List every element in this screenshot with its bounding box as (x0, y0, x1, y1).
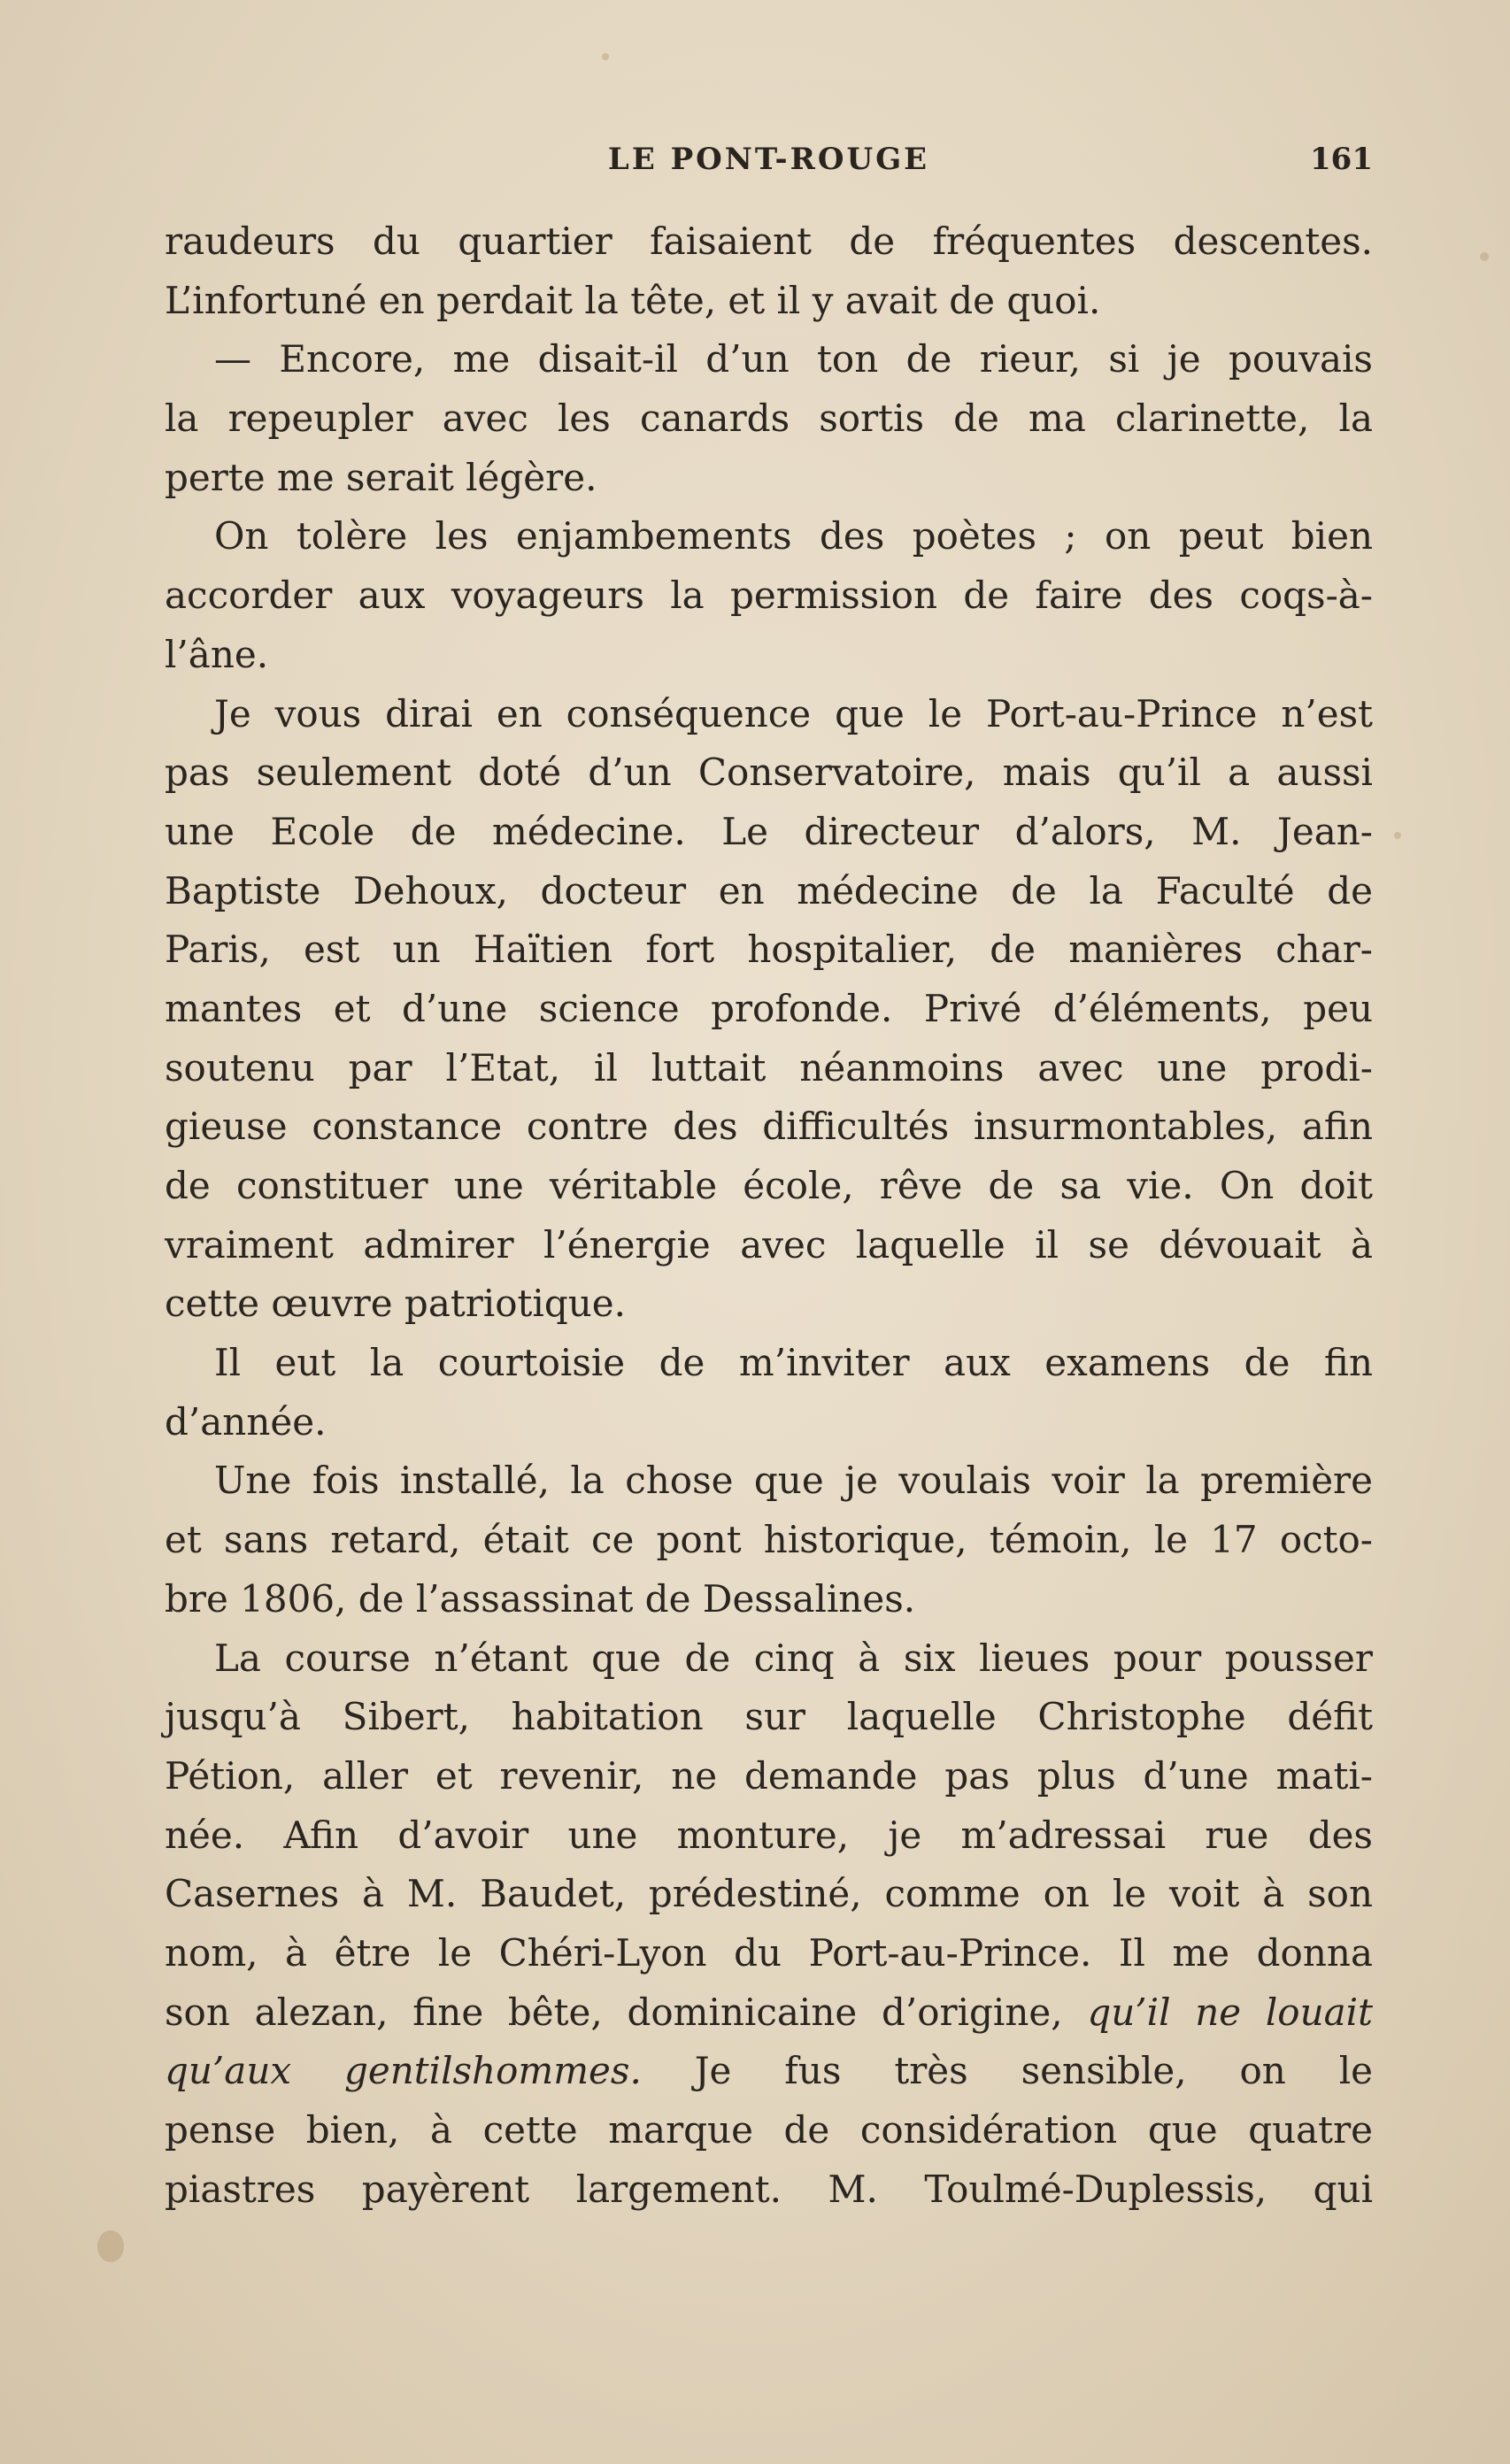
page-number: 161 (1310, 142, 1373, 177)
text-line: cette œuvre patriotique. (165, 1282, 626, 1326)
text-line: la repeupler avec les canards sortis de ma clarinette, la (165, 397, 1373, 441)
text-line: pense bien, à cette marque de considération que quatre (165, 2108, 1373, 2152)
italic-phrase: qu’il ne louait (1087, 1990, 1373, 2034)
text-line: vraiment admirer l’énergie avec laquelle il se dévouait à (165, 1222, 1373, 1267)
text-line: Une fois installé, la chose que je voulais voir la première (214, 1459, 1373, 1503)
foxing-stain (1394, 832, 1401, 839)
text-segment: Je fus très sensible, on le (641, 2049, 1374, 2093)
text-segment: son alezan, fine bête, dominicaine d’origine, (165, 1990, 1063, 2034)
text-line: Baptiste Dehoux, docteur en médecine de la Faculté de (165, 868, 1373, 912)
text-line: mantes et d’une science profonde. Privé d’éléments, peu (165, 986, 1373, 1030)
foxing-stain (602, 53, 609, 60)
text-line: bre 1806, de l’assassinat de Dessalines. (165, 1576, 916, 1621)
text-line-mixed (165, 1983, 1373, 2043)
text-line: nom, à être le Chéri-Lyon du Port-au-Prince. Il me donna (165, 1930, 1373, 1975)
text-line: soutenu par l’Etat, il luttait néanmoins avec une prodi- (165, 1045, 1373, 1090)
text-line: Casernes à M. Baudet, prédestiné, comme on le voit à son (165, 1872, 1373, 1916)
text-line: Il eut la courtoisie de m’inviter aux examens de fin (214, 1341, 1373, 1385)
text-line: l’âne. (165, 632, 269, 676)
text-line: raudeurs du quartier faisaient de fréquentes descentes. (165, 219, 1373, 263)
text-line: On tolère les enjambements des poètes ; on peut bien (214, 514, 1373, 558)
text-line: de constituer une véritable école, rêve de sa vie. On doit (165, 1164, 1373, 1207)
text-line: gieuse constance contre des difficultés insurmontables, afin (165, 1105, 1373, 1149)
body-text (165, 212, 1373, 2219)
foxing-stain (1480, 252, 1489, 261)
italic-phrase: qu’aux gentilshommes. (165, 2049, 642, 2093)
text-line: jusqu’à Sibert, habitation sur laquelle Christophe défit (165, 1695, 1373, 1739)
text-line: une Ecole de médecine. Le directeur d’alors, M. Jean- (165, 809, 1373, 853)
text-line-mixed (165, 2042, 1373, 2101)
text-line: L’infortuné en perdait la tête, et il y avait de quoi. (165, 278, 1101, 322)
running-title: LE PONT-ROUGE (607, 142, 930, 177)
text-line: La course n’étant que de cinq à six lieues pour pousser (214, 1636, 1373, 1680)
text-line: d’année. (165, 1399, 327, 1444)
text-line: perte me serait légère. (165, 455, 597, 499)
foxing-stain (97, 2230, 124, 2262)
text-line: et sans retard, était ce pont historique, témoin, le 17 octo- (165, 1518, 1373, 1562)
text-line: Pétion, aller et revenir, ne demande pas plus d’une mati- (165, 1753, 1373, 1798)
text-line: née. Afin d’avoir une monture, je m’adressai rue des (165, 1813, 1373, 1857)
text-line: pas seulement doté d’un Conservatoire, mais qu’il a aussi (165, 751, 1373, 795)
text-line: — Encore, me disait-il d’un ton de rieur, si je pouvais (214, 337, 1373, 381)
text-line: accorder aux voyageurs la permission de faire des coqs-à- (165, 574, 1373, 618)
text-line: piastres payèrent largement. M. Toulmé-Duplessis, qui (165, 2167, 1373, 2211)
text-line: Paris, est un Haïtien fort hospitalier, de manières char- (165, 928, 1373, 972)
text-line: Je vous dirai en conséquence que le Port-au-Prince n’est (214, 691, 1373, 735)
page-header (165, 142, 1373, 186)
